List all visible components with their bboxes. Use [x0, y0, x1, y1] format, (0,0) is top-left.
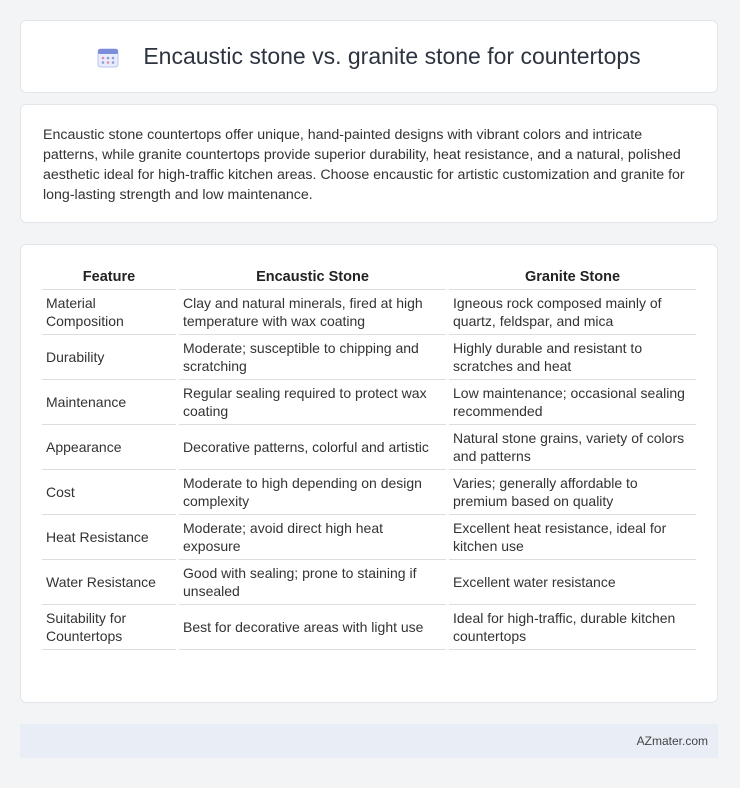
encaustic-cell: Clay and natural minerals, fired at high temperature with wax coating	[179, 290, 446, 335]
header-encaustic: Encaustic Stone	[179, 265, 446, 290]
description-text: Encaustic stone countertops offer unique, hand-painted designs with vibrant colors and intricate patterns, while granite countertops provide superior durability, heat resistance, and a natural, polished aesthetic ideal for high-traffic kitchen areas. Choose encaustic for artistic customization and granite for long-lasting strength and low maintenance.	[43, 127, 685, 203]
comparison-table	[39, 265, 699, 650]
table-row	[42, 605, 696, 650]
source-label: AZmater.com	[636, 734, 708, 748]
encaustic-cell: Moderate to high depending on design complexity	[179, 470, 446, 515]
encaustic-cell: Moderate; susceptible to chipping and scratching	[179, 335, 446, 380]
table-header-row	[42, 265, 696, 290]
calendar-icon	[97, 46, 119, 68]
table-row	[42, 470, 696, 515]
encaustic-cell: Decorative patterns, colorful and artistic	[179, 425, 446, 470]
encaustic-cell: Regular sealing required to protect wax coating	[179, 380, 446, 425]
feature-cell: Material Composition	[42, 290, 176, 335]
title-card	[20, 20, 718, 93]
granite-cell: Ideal for high-traffic, durable kitchen countertops	[449, 605, 696, 650]
table-row	[42, 290, 696, 335]
granite-cell: Low maintenance; occasional sealing recommended	[449, 380, 696, 425]
page-title: Encaustic stone vs. granite stone for countertops	[143, 43, 641, 69]
encaustic-cell: Moderate; avoid direct high heat exposure	[179, 515, 446, 560]
table-row	[42, 560, 696, 605]
feature-cell: Water Resistance	[42, 560, 176, 605]
feature-cell: Cost	[42, 470, 176, 515]
feature-cell: Suitability for Countertops	[42, 605, 176, 650]
table-row	[42, 335, 696, 380]
granite-cell: Igneous rock composed mainly of quartz, feldspar, and mica	[449, 290, 696, 335]
granite-cell: Natural stone grains, variety of colors and patterns	[449, 425, 696, 470]
table-row	[42, 425, 696, 470]
table-row	[42, 515, 696, 560]
granite-cell: Varies; generally affordable to premium based on quality	[449, 470, 696, 515]
comparison-table-card	[20, 244, 718, 703]
description-card	[20, 104, 718, 223]
granite-cell: Excellent heat resistance, ideal for kitchen use	[449, 515, 696, 560]
feature-cell: Maintenance	[42, 380, 176, 425]
feature-cell: Appearance	[42, 425, 176, 470]
feature-cell: Heat Resistance	[42, 515, 176, 560]
table-row	[42, 380, 696, 425]
encaustic-cell: Good with sealing; prone to staining if unsealed	[179, 560, 446, 605]
footer-bar	[20, 724, 718, 758]
encaustic-cell: Best for decorative areas with light use	[179, 605, 446, 650]
feature-cell: Durability	[42, 335, 176, 380]
granite-cell: Highly durable and resistant to scratches and heat	[449, 335, 696, 380]
header-feature: Feature	[42, 265, 176, 290]
header-granite: Granite Stone	[449, 265, 696, 290]
granite-cell: Excellent water resistance	[449, 560, 696, 605]
